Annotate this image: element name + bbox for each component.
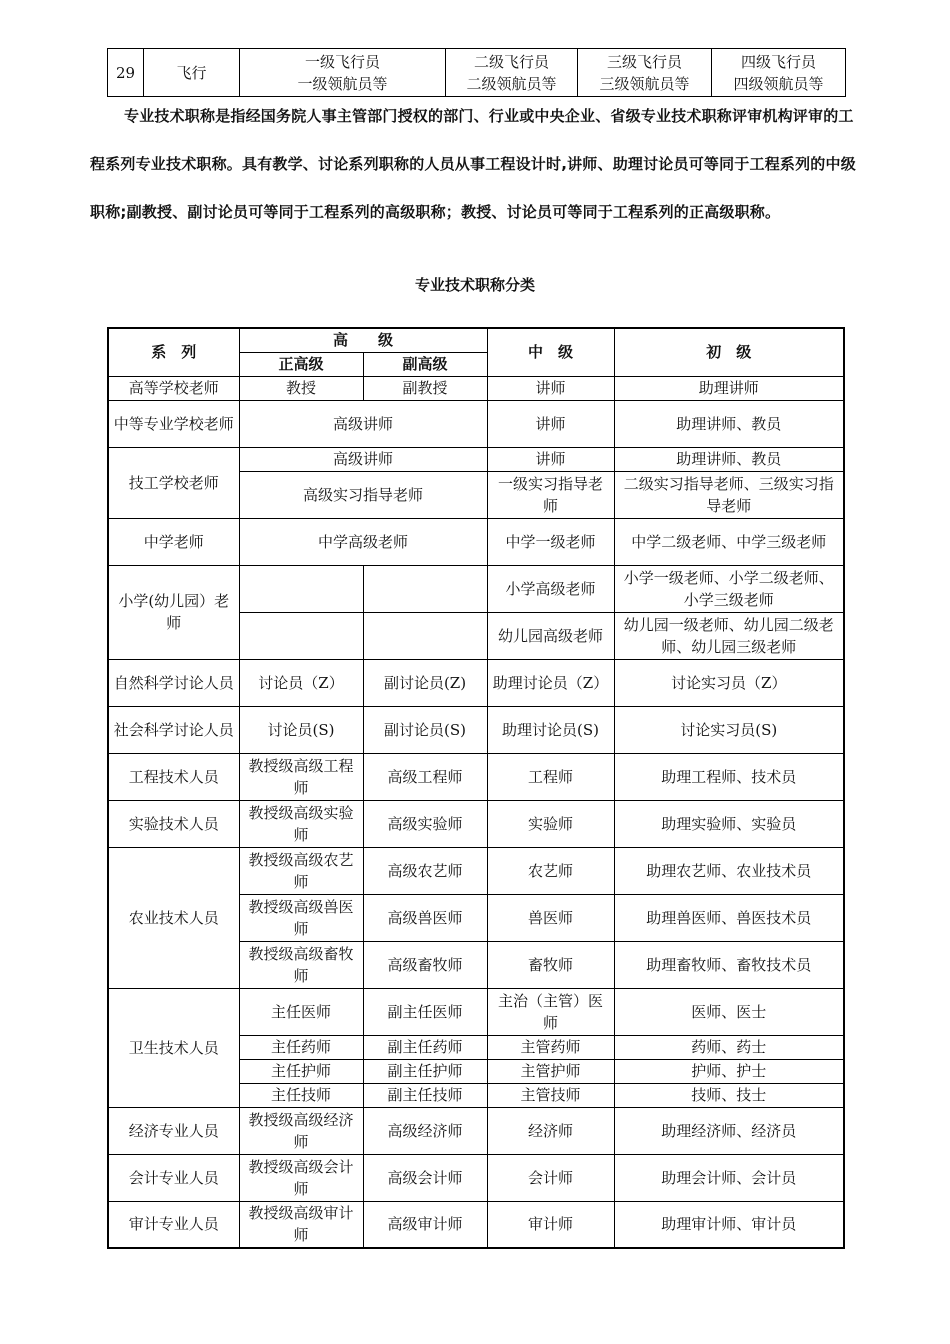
junior-cell: 讨论实习员(S) <box>614 706 844 753</box>
junior-cell: 助理讲师 <box>614 376 844 400</box>
series-cell: 卫生技术人员 <box>108 988 239 1107</box>
senior-cell: 高级讲师 <box>239 400 487 447</box>
deputy-senior-cell: 高级农艺师 <box>363 847 487 894</box>
junior-cell: 讨论实习员（Z） <box>614 659 844 706</box>
senior-cell: 高级实习指导老师 <box>239 471 487 518</box>
senior-cell: 中学高级老师 <box>239 518 487 565</box>
intermediate-cell: 主管技师 <box>487 1083 614 1107</box>
intermediate-cell: 兽医师 <box>487 894 614 941</box>
intermediate-cell: 工程师 <box>487 753 614 800</box>
header-senior: 高 级 <box>239 328 487 352</box>
series-cell: 审计专业人员 <box>108 1201 239 1248</box>
table-row <box>108 447 844 471</box>
cell-line: 一级领航员等 <box>297 74 388 93</box>
deputy-senior-cell: 高级畜牧师 <box>363 941 487 988</box>
table-row <box>108 1201 844 1248</box>
junior-cell: 技师、技士 <box>614 1083 844 1107</box>
full-senior-cell: 教授级高级兽医师 <box>239 894 363 941</box>
series-cell: 会计专业人员 <box>108 1154 239 1201</box>
series-cell: 自然科学讨论人员 <box>108 659 239 706</box>
series-cell: 农业技术人员 <box>108 847 239 988</box>
deputy-senior-cell: 高级工程师 <box>363 753 487 800</box>
full-senior-cell: 主任技师 <box>239 1083 363 1107</box>
intermediate-cell: 主治（主管）医师 <box>487 988 614 1035</box>
table-row <box>108 706 844 753</box>
deputy-senior-cell: 高级审计师 <box>363 1201 487 1248</box>
table-row <box>108 518 844 565</box>
intermediate-cell: 主管药师 <box>487 1035 614 1059</box>
table-row <box>108 988 844 1035</box>
cell-line: 一级飞行员 <box>304 52 380 71</box>
deputy-senior-cell <box>363 612 487 659</box>
series-cell: 社会科学讨论人员 <box>108 706 239 753</box>
junior-cell: 助理讲师、教员 <box>614 400 844 447</box>
intermediate-cell: 讲师 <box>487 400 614 447</box>
table-row <box>108 659 844 706</box>
junior-cell: 医师、医士 <box>614 988 844 1035</box>
cell-line: 三级领航员等 <box>599 74 690 93</box>
deputy-senior-cell <box>363 565 487 612</box>
senior-grade <box>240 49 446 97</box>
intermediate-cell: 助理讨论员（Z） <box>487 659 614 706</box>
deputy-senior-cell: 高级经济师 <box>363 1107 487 1154</box>
intermediate-cell: 幼儿园高级老师 <box>487 612 614 659</box>
series-cell: 高等学校老师 <box>108 376 239 400</box>
deputy-senior-cell: 副主任医师 <box>363 988 487 1035</box>
full-senior-cell: 教授级高级审计师 <box>239 1201 363 1248</box>
intermediate-cell: 畜牧师 <box>487 941 614 988</box>
junior-cell: 助理经济师、经济员 <box>614 1107 844 1154</box>
intermediate-cell: 审计师 <box>487 1201 614 1248</box>
full-senior-cell: 教授级高级工程师 <box>239 753 363 800</box>
junior-cell: 中学二级老师、中学三级老师 <box>614 518 844 565</box>
title-classification-table <box>107 327 845 1249</box>
row-number: 29 <box>108 49 144 97</box>
deputy-senior-cell: 高级实验师 <box>363 800 487 847</box>
junior-cell: 助理农艺师、农业技术员 <box>614 847 844 894</box>
junior-grade-1 <box>578 49 712 97</box>
header-intermediate: 中 级 <box>487 328 614 376</box>
deputy-senior-cell: 副讨论员(Z) <box>363 659 487 706</box>
series-cell: 经济专业人员 <box>108 1107 239 1154</box>
header-junior: 初 级 <box>614 328 844 376</box>
deputy-senior-cell: 高级会计师 <box>363 1154 487 1201</box>
header-series: 系 列 <box>108 328 239 376</box>
deputy-senior-cell: 副教授 <box>363 376 487 400</box>
junior-cell: 助理畜牧师、畜牧技术员 <box>614 941 844 988</box>
full-senior-cell: 教授级高级会计师 <box>239 1154 363 1201</box>
table-row <box>108 753 844 800</box>
series-cell: 小学(幼儿园）老师 <box>108 565 239 659</box>
cell-line: 三级飞行员 <box>606 52 682 71</box>
full-senior-cell: 主任护师 <box>239 1059 363 1083</box>
intermediate-cell: 讲师 <box>487 447 614 471</box>
intermediate-cell: 农艺师 <box>487 847 614 894</box>
intermediate-grade <box>446 49 578 97</box>
table-row <box>108 49 846 97</box>
series-cell: 中学老师 <box>108 518 239 565</box>
flight-grade-table <box>107 48 846 97</box>
intermediate-cell: 讲师 <box>487 376 614 400</box>
intermediate-cell: 中学一级老师 <box>487 518 614 565</box>
cell-line: 四级领航员等 <box>733 74 824 93</box>
junior-cell: 助理实验师、实验员 <box>614 800 844 847</box>
cell-line: 二级飞行员 <box>473 52 549 71</box>
deputy-senior-cell: 副主任技师 <box>363 1083 487 1107</box>
junior-cell: 助理兽医师、兽医技术员 <box>614 894 844 941</box>
deputy-senior-cell: 副主任药师 <box>363 1035 487 1059</box>
junior-cell: 助理工程师、技术员 <box>614 753 844 800</box>
series-name: 飞行 <box>144 49 240 97</box>
intermediate-cell: 实验师 <box>487 800 614 847</box>
junior-grade-2 <box>712 49 846 97</box>
series-cell: 中等专业学校老师 <box>108 400 239 447</box>
full-senior-cell: 讨论员(S) <box>239 706 363 753</box>
cell-line: 二级领航员等 <box>466 74 557 93</box>
table-row <box>108 1107 844 1154</box>
junior-cell: 幼儿园一级老师、幼儿园二级老师、幼儿园三级老师 <box>614 612 844 659</box>
junior-cell: 药师、药士 <box>614 1035 844 1059</box>
junior-cell: 小学一级老师、小学二级老师、小学三级老师 <box>614 565 844 612</box>
table-row <box>108 565 844 612</box>
table-row <box>108 376 844 400</box>
junior-cell: 助理审计师、审计员 <box>614 1201 844 1248</box>
full-senior-cell: 主任医师 <box>239 988 363 1035</box>
header-row <box>108 328 844 352</box>
senior-cell: 高级讲师 <box>239 447 487 471</box>
intermediate-cell: 助理讨论员(S) <box>487 706 614 753</box>
full-senior-cell: 讨论员（Z） <box>239 659 363 706</box>
body-paragraph: 专业技术职称是指经国务院人事主管部门授权的部门、行业或中央企业、省级专业技术职称评审机构评审的工程系列专业技术职称。具有教学、讨论系列职称的人员从事工程设计时,讲师、助理讨论员可等同于工程系列的中级职称;副教授、副讨论员可等同于工程系列的高级职称；教授、讨论员可等同于工程系列的正高级职称。 <box>90 107 856 221</box>
deputy-senior-cell: 高级兽医师 <box>363 894 487 941</box>
full-senior-cell: 主任药师 <box>239 1035 363 1059</box>
header-full-senior: 正高级 <box>239 352 363 376</box>
table-row <box>108 1154 844 1201</box>
junior-cell: 助理会计师、会计员 <box>614 1154 844 1201</box>
intermediate-cell: 主管护师 <box>487 1059 614 1083</box>
junior-cell: 二级实习指导老师、三级实习指导老师 <box>614 471 844 518</box>
full-senior-cell: 教授级高级畜牧师 <box>239 941 363 988</box>
header-deputy-senior: 副高级 <box>363 352 487 376</box>
full-senior-cell <box>239 612 363 659</box>
intermediate-cell: 一级实习指导老师 <box>487 471 614 518</box>
intermediate-cell: 会计师 <box>487 1154 614 1201</box>
deputy-senior-cell: 副主任护师 <box>363 1059 487 1083</box>
junior-cell: 护师、护士 <box>614 1059 844 1083</box>
table-row <box>108 800 844 847</box>
full-senior-cell: 教授级高级经济师 <box>239 1107 363 1154</box>
deputy-senior-cell: 副讨论员(S) <box>363 706 487 753</box>
table-title: 专业技术职称分类 <box>414 276 535 294</box>
cell-line: 四级飞行员 <box>740 52 816 71</box>
full-senior-cell <box>239 565 363 612</box>
table-row <box>108 847 844 894</box>
series-cell: 实验技术人员 <box>108 800 239 847</box>
junior-cell: 助理讲师、教员 <box>614 447 844 471</box>
full-senior-cell: 教授 <box>239 376 363 400</box>
table-row <box>108 400 844 447</box>
full-senior-cell: 教授级高级农艺师 <box>239 847 363 894</box>
intermediate-cell: 经济师 <box>487 1107 614 1154</box>
full-senior-cell: 教授级高级实验师 <box>239 800 363 847</box>
series-cell: 工程技术人员 <box>108 753 239 800</box>
series-cell: 技工学校老师 <box>108 447 239 518</box>
intermediate-cell: 小学高级老师 <box>487 565 614 612</box>
